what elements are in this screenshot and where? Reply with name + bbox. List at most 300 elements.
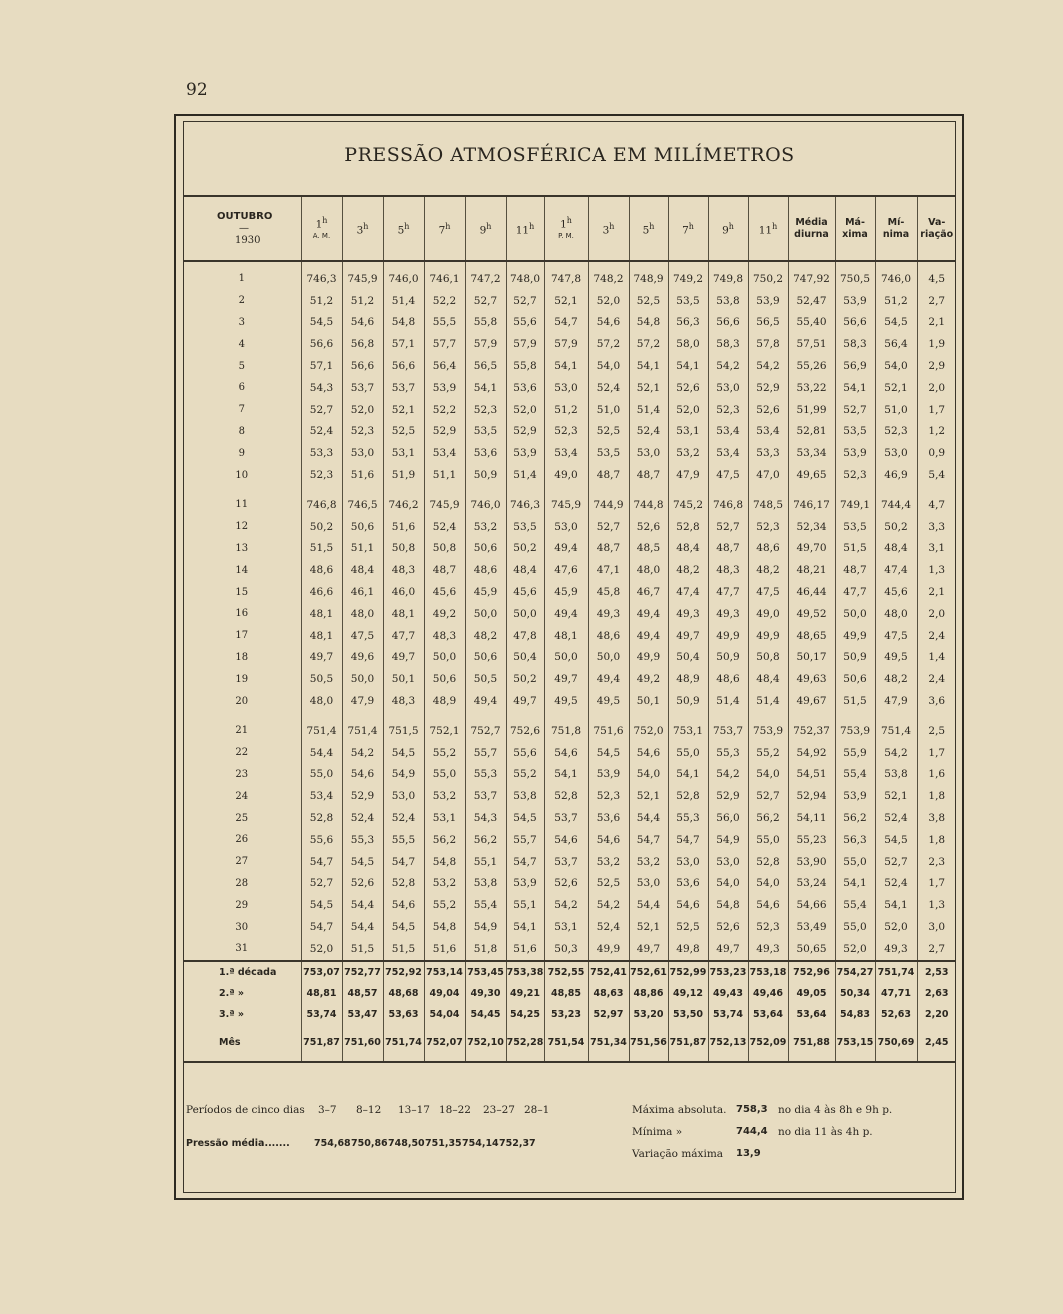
value-cell: 53,0 [342,442,383,464]
value-cell: 54,6 [748,894,788,916]
table-row [183,742,956,764]
year-label: 1930 [235,234,261,246]
value-cell: 752,37 [788,720,835,742]
value-cell: 56,5 [465,355,506,377]
mean-header-text: Média [795,216,828,228]
summary-cell: 54,45 [465,1004,506,1025]
summary-label: 2.ª » [219,987,245,999]
value-cell: 53,0 [875,442,917,464]
value-cell: 55,8 [465,312,506,334]
value-cell: 53,8 [465,873,506,895]
day-cell: 13 [235,542,249,554]
value-cell: 48,3 [424,625,465,647]
summary-cell: 752,96 [788,961,835,983]
value-cell: 3,0 [917,916,956,938]
value-cell: 55,2 [748,742,788,764]
value-cell: 48,5 [629,538,668,560]
summary-cell: 49,04 [424,983,465,1004]
value-cell: 45,6 [875,581,917,603]
summary-cell: 48,85 [544,983,588,1004]
value-cell: 51,6 [342,464,383,486]
table-row [183,690,956,712]
summary-cell: 751,60 [342,1025,383,1062]
value-cell: 49,67 [788,690,835,712]
summary-cell: 753,23 [708,961,748,983]
value-cell: 45,9 [465,581,506,603]
period-value: 13–17 [398,1104,430,1116]
table-title: PRESSÃO ATMOSFÉRICA EM MILÍMETROS [344,144,795,166]
value-cell: 54,5 [301,312,342,334]
day-cell: 24 [235,790,249,802]
value-cell: 53,2 [629,851,668,873]
value-cell: 52,8 [748,851,788,873]
table-row [183,290,956,312]
value-cell: 52,3 [588,785,629,807]
summary-cell: 751,87 [301,1025,342,1062]
value-cell: 50,6 [465,647,506,669]
min-label: Mínima » [632,1126,683,1138]
value-cell: 53,4 [708,421,748,443]
value-cell: 45,9 [544,581,588,603]
pressure-label: Pressão média....... [186,1138,290,1149]
value-cell: 752,7 [465,720,506,742]
value-cell: 48,0 [342,603,383,625]
value-cell: 45,6 [424,581,465,603]
value-cell: 57,2 [588,333,629,355]
value-cell: 51,1 [424,464,465,486]
var-value: 13,9 [736,1148,761,1159]
page-number: 92 [186,80,208,100]
value-cell: 52,9 [424,421,465,443]
value-cell: 752,1 [424,720,465,742]
pressure-value: 754,68 [314,1138,351,1149]
value-cell: 52,0 [588,290,629,312]
value-cell: 55,1 [465,851,506,873]
value-cell: 52,4 [424,516,465,538]
value-cell: 746,8 [301,494,342,516]
summary-cell: 751,88 [788,1025,835,1062]
value-cell: 48,9 [424,690,465,712]
value-cell: 50,9 [668,690,708,712]
value-cell: 54,7 [668,829,708,851]
table-row [183,261,956,290]
value-cell: 56,8 [342,333,383,355]
value-cell: 54,6 [342,764,383,786]
value-cell: 54,6 [588,829,629,851]
value-cell: 53,8 [506,785,544,807]
hour-suffix: h [728,221,734,231]
value-cell: 54,51 [788,764,835,786]
value-cell: 52,3 [748,516,788,538]
value-cell: 53,2 [588,851,629,873]
summary-cell: 753,07 [301,961,342,983]
value-cell: 50,9 [708,647,748,669]
value-cell: 747,8 [544,261,588,290]
value-cell: 49,5 [544,690,588,712]
value-cell: 54,1 [835,377,875,399]
day-cell: 20 [235,695,249,707]
value-cell: 49,5 [588,690,629,712]
value-cell: 53,5 [835,516,875,538]
value-cell: 52,0 [668,399,708,421]
spacer-row [183,712,956,720]
max-header-text: Má- [845,216,865,228]
day-cell: 18 [235,651,249,663]
value-cell: 49,2 [629,668,668,690]
value-cell: 52,0 [835,938,875,961]
value-cell: 50,0 [506,603,544,625]
value-cell: 52,4 [629,421,668,443]
summary-cell: 753,14 [424,961,465,983]
value-cell: 54,6 [588,312,629,334]
max-label: Máxima absoluta. [632,1104,727,1116]
value-cell: 54,2 [708,355,748,377]
table-row [183,720,956,742]
value-cell: 50,17 [788,647,835,669]
month-label: OUTUBRO [217,210,273,222]
value-cell: 54,0 [875,355,917,377]
value-cell: 53,0 [383,785,424,807]
value-cell: 57,7 [424,333,465,355]
value-cell: 55,6 [506,312,544,334]
value-cell: 48,65 [788,625,835,647]
day-cell: 6 [238,382,245,394]
value-cell: 745,9 [424,494,465,516]
value-cell: 50,2 [506,668,544,690]
value-cell: 52,8 [668,516,708,538]
value-cell: 45,8 [588,581,629,603]
value-cell: 751,5 [383,720,424,742]
value-cell: 51,5 [835,690,875,712]
value-cell: 53,8 [708,290,748,312]
hour-suffix: h [688,221,694,231]
value-cell: 52,4 [588,377,629,399]
value-cell: 54,2 [544,894,588,916]
summary-cell: 48,57 [342,983,383,1004]
summary-cell: 2,20 [917,1004,956,1025]
value-cell: 52,3 [301,464,342,486]
value-cell: 51,99 [788,399,835,421]
value-cell: 753,7 [708,720,748,742]
value-cell: 47,5 [342,625,383,647]
daily-rows [183,261,956,961]
value-cell: 54,9 [383,764,424,786]
value-cell: 752,0 [629,720,668,742]
value-cell: 51,2 [301,290,342,312]
value-cell: 57,51 [788,333,835,355]
day-cell: 1 [238,273,245,285]
table-row [183,442,956,464]
table-row [183,851,956,873]
value-cell: 56,3 [835,829,875,851]
table-row [183,355,956,377]
value-cell: 54,2 [875,742,917,764]
value-cell: 54,4 [629,807,668,829]
value-cell: 54,5 [875,312,917,334]
summary-cell: 753,15 [835,1025,875,1062]
value-cell: 51,5 [301,538,342,560]
summary-cell: 751,56 [629,1025,668,1062]
value-cell: 746,8 [708,494,748,516]
mean-header [788,196,835,261]
summary-cell: 752,41 [588,961,629,983]
value-cell: 57,2 [629,333,668,355]
table-row [183,625,956,647]
value-cell: 50,4 [506,647,544,669]
value-cell: 744,8 [629,494,668,516]
period-value: 8–12 [356,1104,382,1116]
value-cell: 748,9 [629,261,668,290]
value-cell: 54,7 [383,851,424,873]
value-cell: 55,0 [668,742,708,764]
value-cell: 1,7 [917,742,956,764]
value-cell: 1,7 [917,873,956,895]
table-row [183,581,956,603]
value-cell: 5,4 [917,464,956,486]
value-cell: 52,3 [465,399,506,421]
day-cell: 30 [235,921,249,933]
hour-header [748,196,788,261]
value-cell: 1,9 [917,333,956,355]
value-cell: 55,7 [465,742,506,764]
value-cell: 2,7 [917,290,956,312]
value-cell: 47,9 [668,464,708,486]
hour-header [708,196,748,261]
pressure-value: 748,50 [388,1138,425,1149]
value-cell: 53,2 [465,516,506,538]
summary-cell: 53,23 [544,1004,588,1025]
value-cell: 54,9 [708,829,748,851]
pressure-value: 750,86 [351,1138,388,1149]
value-cell: 52,6 [629,516,668,538]
value-cell: 53,0 [668,851,708,873]
value-cell: 55,40 [788,312,835,334]
value-cell: 47,9 [342,690,383,712]
value-cell: 49,8 [668,938,708,961]
value-cell: 48,21 [788,559,835,581]
value-cell: 52,6 [748,399,788,421]
variation-header-text: riação [920,228,954,240]
summary-cell: 753,38 [506,961,544,983]
periods-label: Períodos de cinco dias [186,1104,305,1116]
value-cell: 50,4 [668,647,708,669]
hour-suffix: h [363,221,369,231]
value-cell: 53,3 [748,442,788,464]
value-cell: 54,7 [506,851,544,873]
value-cell: 50,6 [465,538,506,560]
value-cell: 49,7 [383,647,424,669]
value-cell: 51,6 [383,516,424,538]
value-cell: 49,9 [835,625,875,647]
table-row [183,421,956,443]
value-cell: 2,4 [917,668,956,690]
table-row [183,916,956,938]
value-cell: 52,3 [342,421,383,443]
value-cell: 57,9 [506,333,544,355]
value-cell: 56,2 [835,807,875,829]
value-cell: 52,3 [748,916,788,938]
summary-cell: 2,53 [917,961,956,983]
value-cell: 53,9 [506,442,544,464]
value-cell: 46,9 [875,464,917,486]
hour-header [668,196,708,261]
variation-header-text: Va- [928,216,946,228]
value-cell: 751,4 [301,720,342,742]
value-cell: 54,5 [588,742,629,764]
value-cell: 54,5 [383,742,424,764]
value-cell: 50,2 [875,516,917,538]
summary-cell: 752,07 [424,1025,465,1062]
value-cell: 1,8 [917,829,956,851]
summary-cell: 54,83 [835,1004,875,1025]
max-value: 758,3 [736,1104,768,1115]
table-row [183,516,956,538]
value-cell: 1,4 [917,647,956,669]
value-cell: 52,6 [544,873,588,895]
table-row [183,312,956,334]
max-header [835,196,875,261]
min-header-text: nima [882,228,910,240]
value-cell: 51,0 [875,399,917,421]
value-cell: 50,3 [544,938,588,961]
value-cell: 55,6 [506,742,544,764]
value-cell: 50,9 [465,464,506,486]
min-header [875,196,917,261]
value-cell: 56,2 [748,807,788,829]
value-cell: 744,4 [875,494,917,516]
value-cell: 744,9 [588,494,629,516]
period-label: P. M. [558,232,574,241]
value-cell: 49,7 [708,938,748,961]
value-cell: 52,4 [342,807,383,829]
value-cell: 48,7 [424,559,465,581]
value-cell: 53,7 [342,377,383,399]
value-cell: 57,8 [748,333,788,355]
value-cell: 51,5 [835,538,875,560]
value-cell: 54,0 [748,764,788,786]
value-cell: 52,8 [544,785,588,807]
value-cell: 52,4 [301,421,342,443]
period-label: A. M. [312,232,331,241]
value-cell: 55,0 [835,851,875,873]
day-cell: 21 [235,725,249,737]
hour-header [588,196,629,261]
value-cell: 53,3 [301,442,342,464]
value-cell: 57,1 [301,355,342,377]
value-cell: 50,0 [424,647,465,669]
value-cell: 56,4 [875,333,917,355]
value-cell: 55,3 [708,742,748,764]
value-cell: 48,7 [629,464,668,486]
value-cell: 55,0 [301,764,342,786]
value-cell: 53,9 [835,785,875,807]
value-cell: 56,5 [748,312,788,334]
value-cell: 1,8 [917,785,956,807]
value-cell: 52,1 [875,785,917,807]
value-cell: 2,4 [917,625,956,647]
value-cell: 50,0 [465,603,506,625]
value-cell: 54,8 [424,851,465,873]
value-cell: 51,9 [383,464,424,486]
value-cell: 53,9 [748,290,788,312]
value-cell: 53,6 [668,873,708,895]
value-cell: 49,9 [588,938,629,961]
summary-row [183,1025,956,1062]
value-cell: 52,81 [788,421,835,443]
value-cell: 51,8 [465,938,506,961]
summary-cell: 752,10 [465,1025,506,1062]
value-cell: 49,2 [424,603,465,625]
value-cell: 55,3 [342,829,383,851]
value-cell: 53,1 [668,421,708,443]
value-cell: 55,4 [835,764,875,786]
value-cell: 53,7 [383,377,424,399]
value-cell: 55,8 [506,355,544,377]
min-header-text: Mí- [887,216,905,228]
value-cell: 47,5 [875,625,917,647]
value-cell: 48,0 [301,690,342,712]
value-cell: 52,7 [708,516,748,538]
value-cell: 49,4 [588,668,629,690]
value-cell: 52,6 [708,916,748,938]
value-cell: 50,9 [835,647,875,669]
summary-cell: 47,71 [875,983,917,1004]
value-cell: 51,4 [748,690,788,712]
hour-value: 5 [642,224,650,237]
value-cell: 54,0 [708,873,748,895]
period-value: 23–27 [483,1104,515,1116]
day-cell: 8 [238,425,245,437]
value-cell: 52,47 [788,290,835,312]
value-cell: 54,1 [465,377,506,399]
table-row [183,873,956,895]
day-cell: 7 [238,404,245,416]
table-row [183,399,956,421]
value-cell: 53,6 [588,807,629,829]
value-cell: 2,7 [917,938,956,961]
value-cell: 746,0 [465,494,506,516]
value-cell: 48,3 [383,559,424,581]
value-cell: 53,9 [835,442,875,464]
value-cell: 48,6 [465,559,506,581]
value-cell: 50,2 [506,538,544,560]
summary-label: Mês [183,1025,301,1062]
value-cell: 55,0 [424,764,465,786]
value-cell: 49,9 [748,625,788,647]
hour-value: 7 [438,224,446,237]
period-value: 18–22 [439,1104,471,1116]
value-cell: 54,8 [708,894,748,916]
value-cell: 49,6 [342,647,383,669]
summary-cell: 53,20 [629,1004,668,1025]
value-cell: 48,0 [629,559,668,581]
value-cell: 52,1 [544,290,588,312]
value-cell: 54,0 [748,873,788,895]
value-cell: 750,2 [748,261,788,290]
value-cell: 753,9 [835,720,875,742]
value-cell: 53,9 [506,873,544,895]
value-cell: 47,5 [748,581,788,603]
value-cell: 48,4 [506,559,544,581]
value-cell: 50,8 [424,538,465,560]
hour-value: 7 [682,224,689,237]
value-cell: 56,3 [668,312,708,334]
value-cell: 749,2 [668,261,708,290]
value-cell: 53,2 [424,785,465,807]
value-cell: 50,8 [383,538,424,560]
period-value: 28–1 [524,1104,550,1116]
value-cell: 52,94 [788,785,835,807]
